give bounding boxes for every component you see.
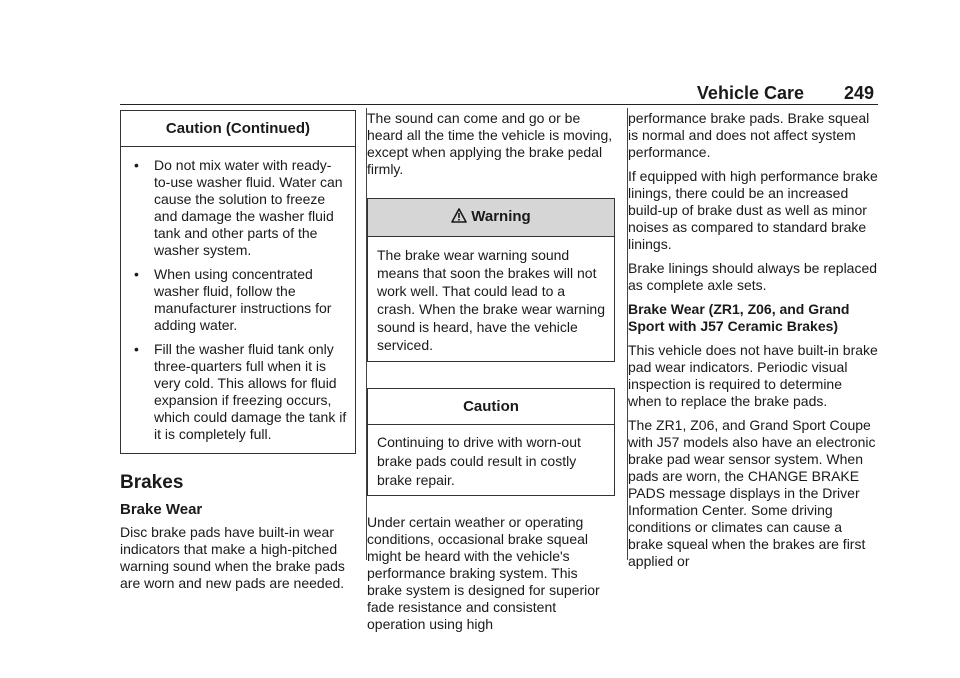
warning-body: The brake wear warning sound means that soon the brakes will not work well. That could lead to a crash. When the brake wear warning sound is heard, have the vehicle serviced. — [377, 247, 605, 353]
bullet-text: When using concentrated washer fluid, follow the manufacturer instructions for adding water. — [154, 266, 332, 333]
caution-bullet-list — [130, 157, 347, 443]
column-2 — [367, 110, 615, 640]
list-item — [130, 266, 347, 334]
bullet-icon: • — [134, 157, 139, 173]
caution-body: Continuing to drive with worn-out brake pads could result in costly brake repair. — [377, 434, 581, 488]
caution-box — [367, 388, 615, 496]
list-item — [130, 341, 347, 443]
column-1 — [120, 110, 356, 599]
brake-wear-subheading: Brake Wear — [120, 501, 203, 518]
caution-heading: Caution — [368, 389, 614, 425]
list-item — [130, 157, 347, 259]
warning-heading: Warning — [471, 208, 531, 225]
inspection-paragraph: This vehicle does not have built-in brake pad wear indicators. Periodic visual inspection is required to determine when to replace the brake pads. — [628, 342, 878, 409]
brake-wear-paragraph: Disc brake pads have built-in wear indicators that make a high-pitched warning sound when the brake pads are worn and new pads are needed. — [120, 524, 345, 591]
bullet-icon: • — [134, 341, 139, 357]
bullet-text: Fill the washer fluid tank only three-quarters full when it is very cold. This allows for fluid expansion if freezing occurs, which could damage the tank if it is completely full. — [154, 341, 347, 442]
bullet-icon: • — [134, 266, 139, 282]
performance-paragraph: performance brake pads. Brake squeal is normal and does not affect system performance. — [628, 110, 870, 160]
page-number: 249 — [843, 83, 874, 103]
linings-paragraph: If equipped with high performance brake linings, there could be an increased build-up of brake dust as well as minor noises as compared to standard brake linings. — [628, 168, 878, 252]
warning-triangle-icon — [451, 208, 467, 227]
caution-continued-heading: Caution (Continued) — [121, 111, 355, 147]
bullet-text: Do not mix water with ready-to-use washer fluid. Water can cause the solution to freeze and damage the washer fluid tank and other parts of the washer system. — [154, 157, 343, 258]
squeal-paragraph: Under certain weather or operating conditions, occasional brake squeal might be heard with the vehicle's performance braking system. This brake system is designed for superior fade resistance and consistent operation using high — [367, 514, 600, 632]
caution-continued-box — [120, 110, 356, 454]
ceramic-brakes-subheading: Brake Wear (ZR1, Z06, and Grand Sport with J57 Ceramic Brakes) — [628, 301, 850, 334]
warning-box — [367, 198, 615, 362]
brakes-heading: Brakes — [120, 472, 184, 493]
sensor-paragraph: The ZR1, Z06, and Grand Sport Coupe with J57 models also have an electronic brake pad wear sensor system. When pads are worn, the CHANGE BRAKE PADS message displays in the Driver Information Center. Some driving conditions or climates can cause a brake squeal when the brakes are first applied or — [628, 417, 876, 569]
page-header — [120, 80, 878, 105]
axle-sets-paragraph: Brake linings should always be replaced as complete axle sets. — [628, 260, 878, 293]
column-3 — [628, 110, 878, 577]
section-title: Vehicle Care — [696, 83, 804, 103]
warning-heading-bar — [368, 199, 614, 237]
sound-paragraph: The sound can come and go or be heard all the time the vehicle is moving, except when applying the brake pedal firmly. — [367, 110, 613, 177]
